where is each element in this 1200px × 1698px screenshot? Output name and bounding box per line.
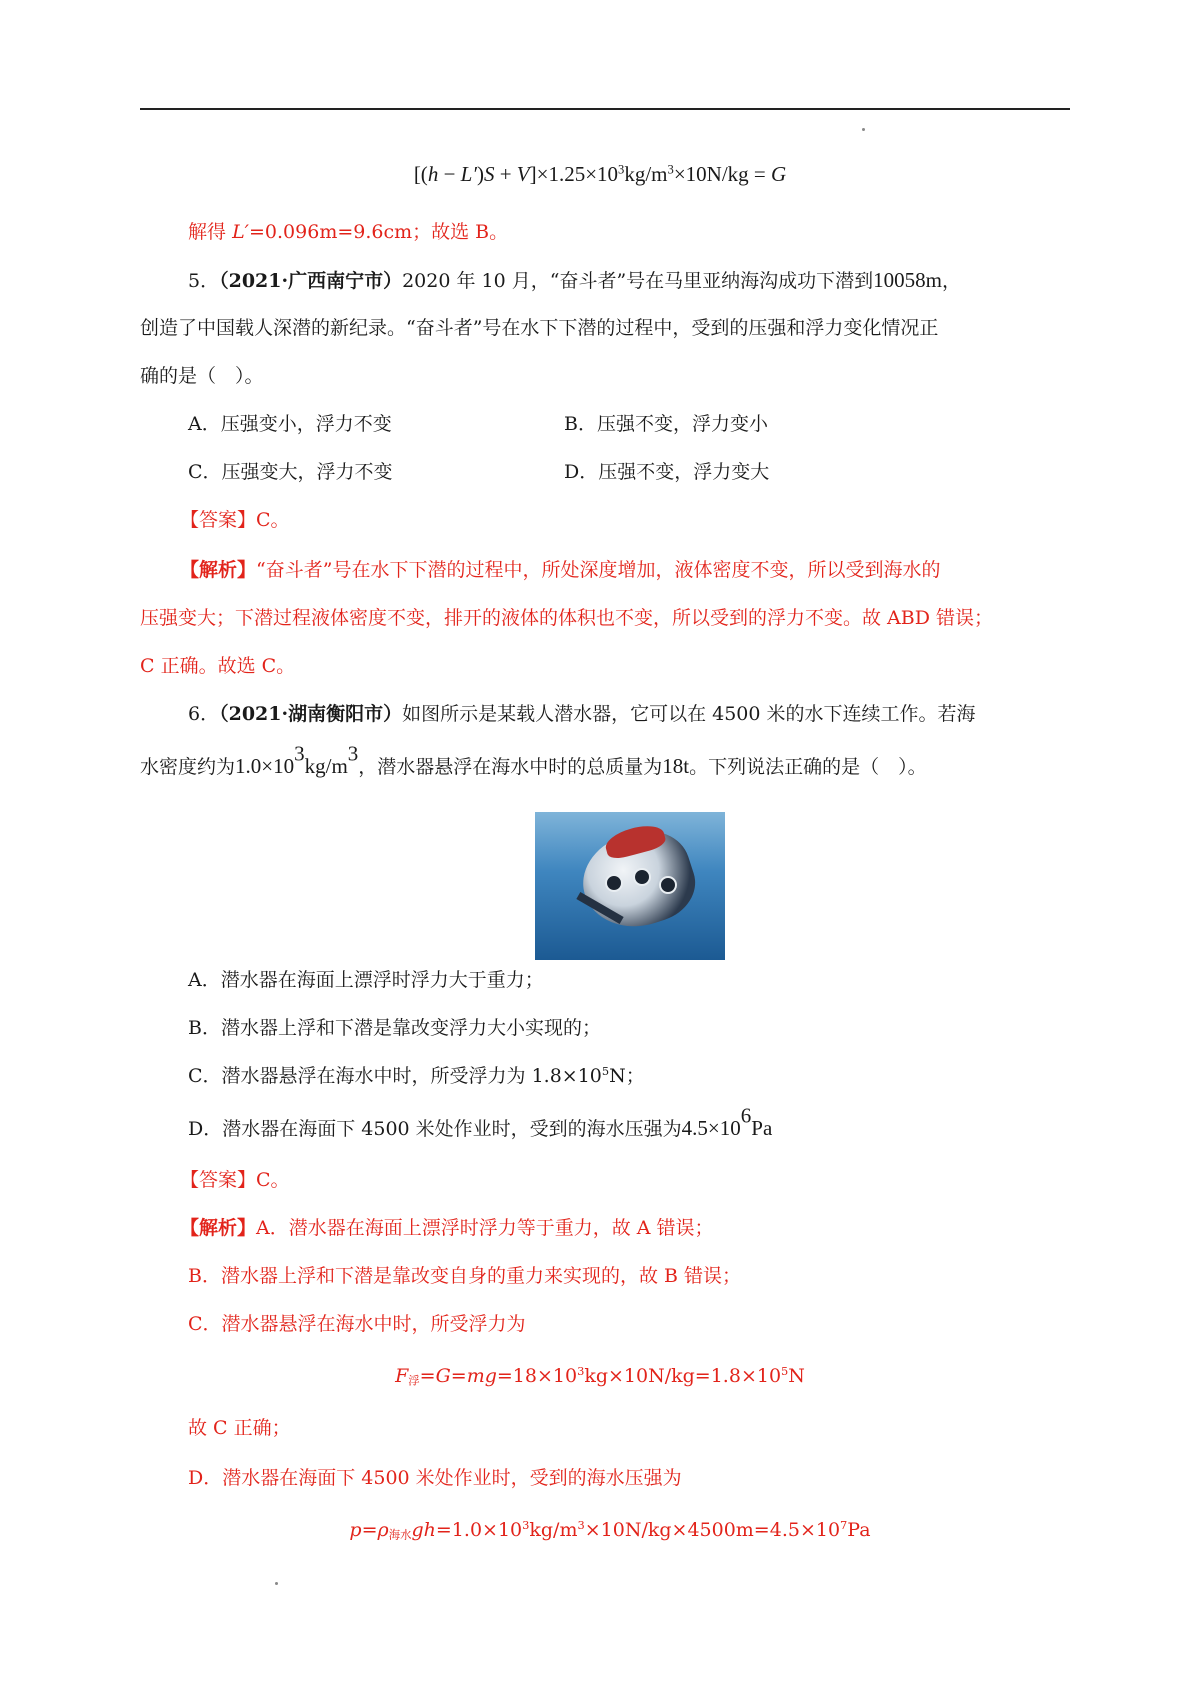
- q6-line1: 6．（2021·湖南衡阳市）如图所示是某载人潜水器，它可以在 4500 米的水下连续工作。若海: [188, 703, 976, 725]
- viewport-icon: [633, 868, 651, 886]
- header-rule: [140, 108, 1070, 110]
- q5-option-d: D．压强不变，浮力变大: [564, 461, 770, 483]
- q6-analysis-b: B．潜水器上浮和下潜是靠改变自身的重力来实现的，故 B 错误；: [188, 1265, 742, 1287]
- q6-option-b: B．潜水器上浮和下潜是靠改变浮力大小实现的；: [188, 1017, 601, 1039]
- q6-answer: 【答案】C。: [180, 1169, 290, 1191]
- q6-option-c: C．潜水器悬浮在海水中时，所受浮力为 $1.8\times 10^5N$；: [188, 1064, 645, 1087]
- q6-line2: 水密度约为$1.0\times 10^3kg/m^3$，潜水器悬浮在海水中时的总质量为18t。下列说法正确的是（ ）。: [140, 741, 927, 778]
- q5-option-c: C．压强变大，浮力不变: [188, 461, 393, 483]
- q5-analysis-line2: 压强变大；下潜过程液体密度不变，排开的液体的体积也不变，所以受到的浮力不变。故 ABD 错误；: [140, 607, 993, 629]
- top-formula: $[(h - L')S + V]\times 1.25\times 10^3kg/m^3\times 10N/kg = G$: [413, 162, 787, 186]
- q5-analysis-line3: C 正确。故选 C。: [140, 655, 296, 677]
- q6-analysis-a: 【解析】A．潜水器在海面上漂浮时浮力等于重力，故 A 错误；: [180, 1217, 714, 1239]
- buoyancy-formula: $F_浮=G=mg=18\times 10^3kg\times 10N/kg=1.8\times 10^5N$: [395, 1364, 805, 1388]
- q5-option-b: B．压强不变，浮力变小: [564, 413, 768, 435]
- header-dot: [862, 128, 865, 131]
- submersible-photo: [535, 812, 725, 960]
- footer-dot: [275, 1582, 278, 1585]
- q6-option-d: D．潜水器在海面下 4500 米处作业时，受到的海水压强为$4.5\times 10^6Pa$: [188, 1103, 773, 1140]
- q5-analysis-line1: 【解析】“奋斗者”号在水下下潜的过程中，所处深度增加，液体密度不变，所以受到海水的: [180, 559, 941, 581]
- q5-line1: 5．（2021·广西南宁市）2020 年 10 月，“奋斗者”号在马里亚纳海沟成功下潜到10058m，: [188, 268, 962, 292]
- q6-option-a: A．潜水器在海面上漂浮时浮力大于重力；: [188, 969, 544, 991]
- viewport-icon: [605, 874, 623, 892]
- q6-c-correct: 故 C 正确；: [188, 1417, 291, 1439]
- pressure-formula: $p=\rho_{海水}gh=1.0\times 10^3kg/m^3\times 10N/kg\times 4500m=4.5\times 10^7Pa$: [349, 1518, 871, 1542]
- q5-option-a: A．压强变小，浮力不变: [188, 413, 392, 435]
- q5-line2: 创造了中国载人深潜的新纪录。“奋斗者”号在水下下潜的过程中，受到的压强和浮力变化情况正: [140, 317, 939, 339]
- prev-solution: 解得 L′=0.096m=9.6cm；故选 B。: [188, 221, 509, 243]
- q6-analysis-d: D．潜水器在海面下 4500 米处作业时，受到的海水压强为: [188, 1467, 682, 1489]
- viewport-icon: [659, 876, 677, 894]
- q5-line3: 确的是（ ）。: [140, 365, 264, 387]
- q5-answer: 【答案】C。: [180, 509, 290, 531]
- q6-analysis-c: C．潜水器悬浮在海水中时，所受浮力为: [188, 1313, 526, 1335]
